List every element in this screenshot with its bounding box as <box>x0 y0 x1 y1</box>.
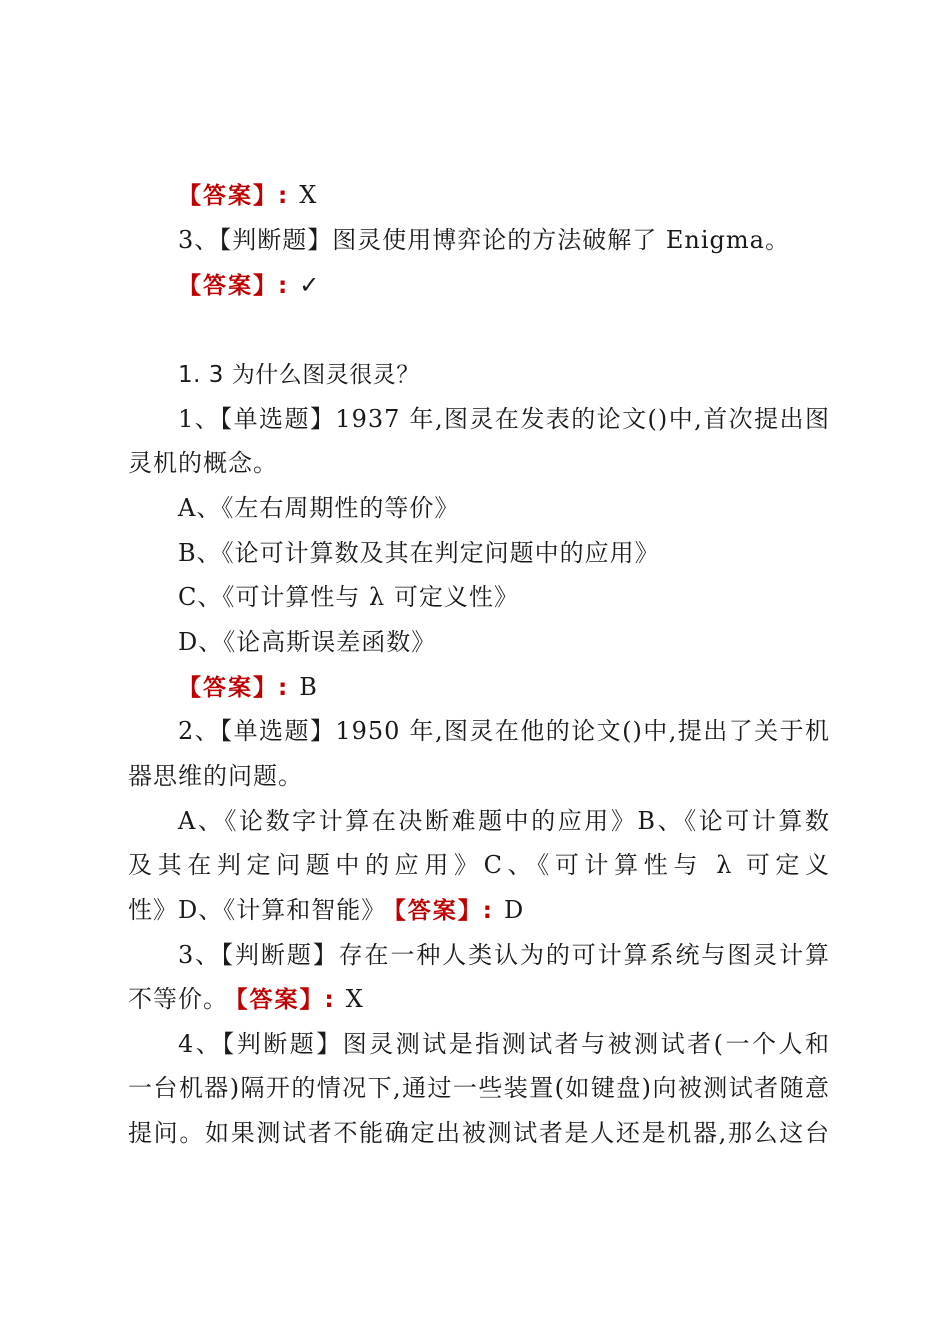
question-text: 3、【判断题】存在一种人类认为的可计算系统与图灵计算 <box>178 941 830 969</box>
option-c: C、《可计算性与 λ 可定义性》 <box>178 583 519 611</box>
answer-label: 【答案】: <box>178 675 290 701</box>
question-text: 3、【判断题】图灵使用博弈论的方法破解了 Enigma。 <box>178 226 790 254</box>
answer-line <box>178 180 830 211</box>
option-d: D、《论高斯误差函数》 <box>178 628 437 656</box>
question-text: 1、【单选题】1937 年,图灵在发表的论文()中,首次提出图 <box>178 405 830 433</box>
answer-label: 【答案】: <box>178 183 290 209</box>
answer-line <box>178 270 830 301</box>
answer-line <box>178 672 830 703</box>
answer-value: X <box>345 985 364 1013</box>
question-text: 器思维的问题。 <box>128 762 303 790</box>
answer-line <box>128 984 830 1015</box>
answer-value: B <box>299 673 318 701</box>
question-text: 灵机的概念。 <box>128 449 278 477</box>
answer-label: 【答案】: <box>236 987 336 1013</box>
question-text: 4、【判断题】图灵测试是指测试者与被测试者(一个人和 <box>178 1030 830 1058</box>
answer-line <box>128 895 830 926</box>
answer-value: ✓ <box>299 271 321 299</box>
question-text: 提问。如果测试者不能确定出被测试者是人还是机器,那么这台 <box>128 1119 830 1147</box>
answer-label: 【答案】: <box>178 273 290 299</box>
options-text: A、《论数字计算在决断难题中的应用》B、《论可计算数 <box>178 807 830 835</box>
question-text: 2、【单选题】1950 年,图灵在他的论文()中,提出了关于机 <box>178 717 830 745</box>
answer-label: 【答案】: <box>394 898 494 924</box>
answer-value: D <box>503 896 525 924</box>
options-text: 性》D、《计算和智能》 <box>128 896 387 924</box>
option-a: A、《左右周期性的等价》 <box>178 494 460 522</box>
answer-value: X <box>299 181 318 209</box>
question-text: 一台机器)隔开的情况下,通过一些装置(如键盘)向被测试者随意 <box>128 1074 830 1102</box>
options-text: 及其在判定问题中的应用》C、《可计算性与 λ 可定义 <box>128 851 830 879</box>
option-b: B、《论可计算数及其在判定问题中的应用》 <box>178 539 660 567</box>
question-text: 不等价。 <box>128 985 228 1013</box>
section-heading: 1. 3 为什么图灵很灵？ <box>178 362 420 388</box>
